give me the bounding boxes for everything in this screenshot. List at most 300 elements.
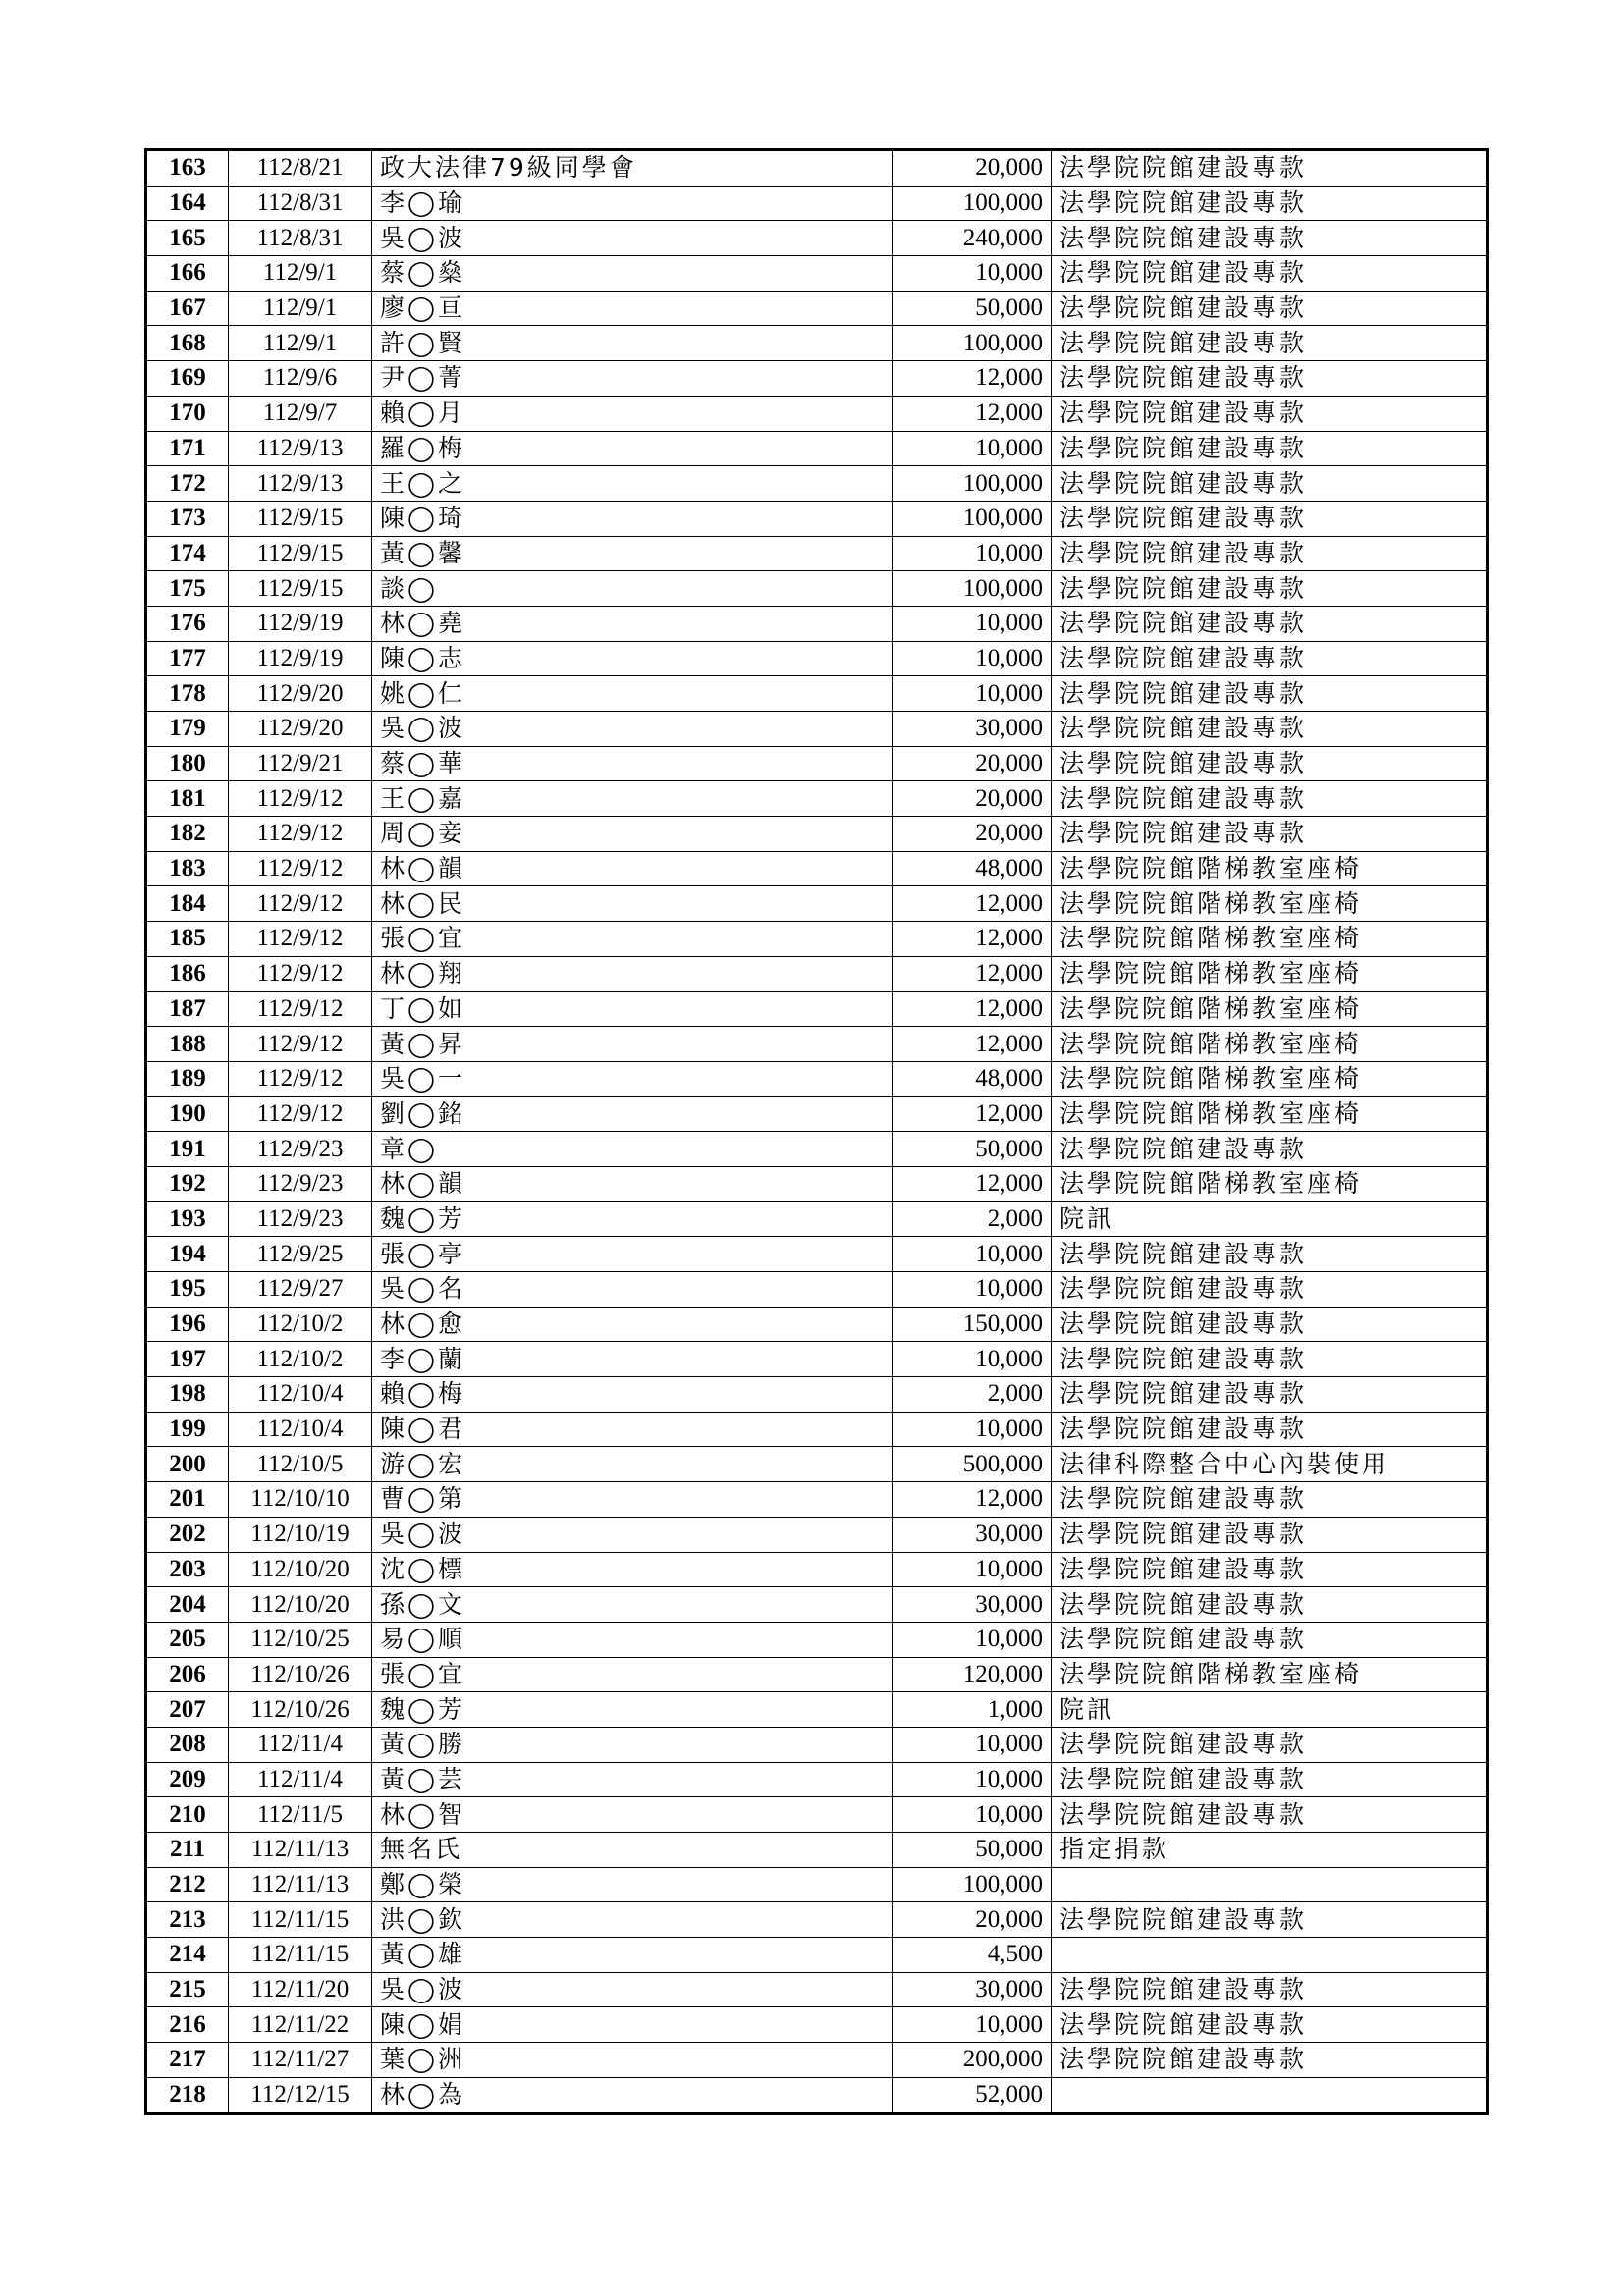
table-row — [146, 571, 1488, 607]
table-row — [146, 1307, 1488, 1342]
amount-cell: 20,000 — [893, 781, 1052, 817]
donor-name-cell: 陳◯琦 — [372, 501, 893, 536]
date-cell: 112/11/4 — [229, 1762, 372, 1797]
donor-name-cell: 蔡◯燊 — [372, 256, 893, 292]
table-row — [146, 501, 1488, 536]
purpose-cell: 法學院院館建設專款 — [1052, 781, 1488, 817]
purpose-cell: 法學院院館建設專款 — [1052, 1342, 1488, 1377]
table-row — [146, 1027, 1488, 1062]
table-row — [146, 606, 1488, 641]
donor-name-cell: 林◯韻 — [372, 1166, 893, 1201]
table-row — [146, 1552, 1488, 1587]
donor-name-cell: 黃◯馨 — [372, 536, 893, 571]
table-row — [146, 1902, 1488, 1938]
purpose-cell: 法學院院館階梯教室座椅 — [1052, 956, 1488, 991]
row-number-cell: 206 — [146, 1657, 229, 1692]
donor-name-cell: 劉◯銘 — [372, 1096, 893, 1132]
date-cell: 112/9/7 — [229, 396, 372, 431]
donation-table — [144, 148, 1489, 2115]
amount-cell: 200,000 — [893, 2043, 1052, 2078]
table-row — [146, 1447, 1488, 1482]
date-cell: 112/9/25 — [229, 1237, 372, 1272]
donor-name-cell: 黃◯雄 — [372, 1938, 893, 1973]
date-cell: 112/9/19 — [229, 641, 372, 676]
row-number-cell: 205 — [146, 1622, 229, 1657]
amount-cell: 50,000 — [893, 1132, 1052, 1167]
purpose-cell: 法學院院館建設專款 — [1052, 1902, 1488, 1938]
purpose-cell: 法學院院館階梯教室座椅 — [1052, 991, 1488, 1027]
amount-cell: 10,000 — [893, 1797, 1052, 1833]
purpose-cell: 法學院院館階梯教室座椅 — [1052, 886, 1488, 922]
amount-cell: 20,000 — [893, 1902, 1052, 1938]
table-body — [146, 150, 1488, 2114]
amount-cell: 12,000 — [893, 956, 1052, 991]
amount-cell: 48,000 — [893, 851, 1052, 886]
purpose-cell: 法學院院館建設專款 — [1052, 1972, 1488, 2007]
table-row — [146, 1762, 1488, 1797]
row-number-cell: 208 — [146, 1727, 229, 1762]
amount-cell: 30,000 — [893, 712, 1052, 747]
table-row — [146, 361, 1488, 397]
amount-cell: 20,000 — [893, 746, 1052, 781]
table-row — [146, 1166, 1488, 1201]
date-cell: 112/9/23 — [229, 1201, 372, 1237]
purpose-cell: 法學院院館建設專款 — [1052, 536, 1488, 571]
date-cell: 112/10/26 — [229, 1692, 372, 1728]
amount-cell: 12,000 — [893, 922, 1052, 957]
purpose-cell: 院訊 — [1052, 1692, 1488, 1728]
date-cell: 112/8/31 — [229, 186, 372, 221]
amount-cell: 30,000 — [893, 1972, 1052, 2007]
purpose-cell: 法學院院館建設專款 — [1052, 466, 1488, 502]
purpose-cell: 法學院院館建設專款 — [1052, 571, 1488, 607]
donor-name-cell: 林◯民 — [372, 886, 893, 922]
amount-cell: 10,000 — [893, 1727, 1052, 1762]
table-row — [146, 396, 1488, 431]
purpose-cell: 法學院院館階梯教室座椅 — [1052, 1061, 1488, 1096]
purpose-cell: 法學院院館建設專款 — [1052, 1132, 1488, 1167]
table-row — [146, 1692, 1488, 1728]
date-cell: 112/9/12 — [229, 817, 372, 852]
amount-cell: 10,000 — [893, 431, 1052, 466]
donor-name-cell: 李◯瑜 — [372, 186, 893, 221]
date-cell: 112/11/15 — [229, 1902, 372, 1938]
amount-cell: 12,000 — [893, 396, 1052, 431]
row-number-cell: 181 — [146, 781, 229, 817]
row-number-cell: 211 — [146, 1833, 229, 1868]
table-row — [146, 1657, 1488, 1692]
purpose-cell: 法學院院館建設專款 — [1052, 712, 1488, 747]
purpose-cell: 法學院院館建設專款 — [1052, 1237, 1488, 1272]
amount-cell: 100,000 — [893, 326, 1052, 361]
donor-name-cell: 張◯亭 — [372, 1237, 893, 1272]
date-cell: 112/10/19 — [229, 1517, 372, 1552]
table-row — [146, 536, 1488, 571]
table-row — [146, 1237, 1488, 1272]
row-number-cell: 163 — [146, 150, 229, 187]
table-row — [146, 922, 1488, 957]
amount-cell: 10,000 — [893, 1762, 1052, 1797]
date-cell: 112/11/15 — [229, 1938, 372, 1973]
purpose-cell: 指定捐款 — [1052, 1833, 1488, 1868]
donor-name-cell: 賴◯月 — [372, 396, 893, 431]
date-cell: 112/11/27 — [229, 2043, 372, 2078]
table-row — [146, 1833, 1488, 1868]
table-row — [146, 1482, 1488, 1518]
donor-name-cell: 魏◯芳 — [372, 1692, 893, 1728]
donor-name-cell: 游◯宏 — [372, 1447, 893, 1482]
purpose-cell: 法學院院館建設專款 — [1052, 1762, 1488, 1797]
donor-name-cell: 林◯為 — [372, 2077, 893, 2113]
purpose-cell: 法學院院館建設專款 — [1052, 256, 1488, 292]
amount-cell: 150,000 — [893, 1307, 1052, 1342]
date-cell: 112/9/15 — [229, 501, 372, 536]
amount-cell: 30,000 — [893, 1587, 1052, 1623]
row-number-cell: 175 — [146, 571, 229, 607]
amount-cell: 4,500 — [893, 1938, 1052, 1973]
amount-cell: 20,000 — [893, 150, 1052, 187]
date-cell: 112/10/10 — [229, 1482, 372, 1518]
table-row — [146, 1972, 1488, 2007]
purpose-cell: 法學院院館建設專款 — [1052, 1412, 1488, 1447]
date-cell: 112/9/27 — [229, 1272, 372, 1308]
row-number-cell: 167 — [146, 291, 229, 326]
purpose-cell: 法學院院館建設專款 — [1052, 1517, 1488, 1552]
amount-cell: 12,000 — [893, 1096, 1052, 1132]
row-number-cell: 186 — [146, 956, 229, 991]
purpose-cell: 法學院院館建設專款 — [1052, 150, 1488, 187]
date-cell: 112/9/12 — [229, 781, 372, 817]
amount-cell: 10,000 — [893, 1237, 1052, 1272]
date-cell: 112/12/15 — [229, 2077, 372, 2113]
table-row — [146, 1096, 1488, 1132]
purpose-cell: 法律科際整合中心內裝使用 — [1052, 1447, 1488, 1482]
donor-name-cell: 賴◯梅 — [372, 1377, 893, 1413]
date-cell: 112/9/23 — [229, 1132, 372, 1167]
amount-cell: 12,000 — [893, 886, 1052, 922]
date-cell: 112/8/31 — [229, 221, 372, 256]
table-row — [146, 991, 1488, 1027]
table-row — [146, 1342, 1488, 1377]
purpose-cell: 法學院院館建設專款 — [1052, 361, 1488, 397]
donor-name-cell: 吳◯名 — [372, 1272, 893, 1308]
amount-cell: 48,000 — [893, 1061, 1052, 1096]
donor-name-cell: 王◯嘉 — [372, 781, 893, 817]
row-number-cell: 165 — [146, 221, 229, 256]
row-number-cell: 189 — [146, 1061, 229, 1096]
purpose-cell: 法學院院館建設專款 — [1052, 1482, 1488, 1518]
row-number-cell: 210 — [146, 1797, 229, 1833]
amount-cell: 12,000 — [893, 361, 1052, 397]
date-cell: 112/9/13 — [229, 431, 372, 466]
row-number-cell: 194 — [146, 1237, 229, 1272]
row-number-cell: 169 — [146, 361, 229, 397]
donor-name-cell: 蔡◯華 — [372, 746, 893, 781]
date-cell: 112/8/21 — [229, 150, 372, 187]
table-row — [146, 150, 1488, 187]
row-number-cell: 204 — [146, 1587, 229, 1623]
donor-name-cell: 周◯妾 — [372, 817, 893, 852]
amount-cell: 120,000 — [893, 1657, 1052, 1692]
date-cell: 112/9/1 — [229, 326, 372, 361]
donor-name-cell: 孫◯文 — [372, 1587, 893, 1623]
table-row — [146, 1272, 1488, 1308]
table-row — [146, 1867, 1488, 1902]
donor-name-cell: 張◯宜 — [372, 922, 893, 957]
row-number-cell: 216 — [146, 2007, 229, 2043]
row-number-cell: 214 — [146, 1938, 229, 1973]
date-cell: 112/10/20 — [229, 1587, 372, 1623]
row-number-cell: 196 — [146, 1307, 229, 1342]
amount-cell: 12,000 — [893, 991, 1052, 1027]
donor-name-cell: 吳◯波 — [372, 1517, 893, 1552]
purpose-cell — [1052, 2077, 1488, 2113]
row-number-cell: 218 — [146, 2077, 229, 2113]
purpose-cell: 法學院院館建設專款 — [1052, 2007, 1488, 2043]
table-row — [146, 1797, 1488, 1833]
donor-name-cell: 林◯智 — [372, 1797, 893, 1833]
table-row — [146, 326, 1488, 361]
donor-name-cell: 王◯之 — [372, 466, 893, 502]
date-cell: 112/9/12 — [229, 956, 372, 991]
table-row — [146, 221, 1488, 256]
date-cell: 112/9/1 — [229, 291, 372, 326]
table-row — [146, 466, 1488, 502]
amount-cell: 10,000 — [893, 1412, 1052, 1447]
purpose-cell: 法學院院館建設專款 — [1052, 1377, 1488, 1413]
row-number-cell: 190 — [146, 1096, 229, 1132]
table-row — [146, 1517, 1488, 1552]
purpose-cell: 法學院院館建設專款 — [1052, 396, 1488, 431]
donor-name-cell: 葉◯洲 — [372, 2043, 893, 2078]
donor-name-cell: 鄭◯榮 — [372, 1867, 893, 1902]
table-row — [146, 1132, 1488, 1167]
amount-cell: 52,000 — [893, 2077, 1052, 2113]
date-cell: 112/9/15 — [229, 536, 372, 571]
table-row — [146, 2007, 1488, 2043]
date-cell: 112/10/4 — [229, 1377, 372, 1413]
row-number-cell: 171 — [146, 431, 229, 466]
date-cell: 112/9/12 — [229, 991, 372, 1027]
table-row — [146, 712, 1488, 747]
date-cell: 112/9/12 — [229, 851, 372, 886]
row-number-cell: 195 — [146, 1272, 229, 1308]
donor-name-cell: 洪◯欽 — [372, 1902, 893, 1938]
table-row — [146, 256, 1488, 292]
row-number-cell: 168 — [146, 326, 229, 361]
row-number-cell: 207 — [146, 1692, 229, 1728]
purpose-cell: 法學院院館建設專款 — [1052, 326, 1488, 361]
row-number-cell: 172 — [146, 466, 229, 502]
date-cell: 112/9/6 — [229, 361, 372, 397]
date-cell: 112/9/12 — [229, 1027, 372, 1062]
table-row — [146, 817, 1488, 852]
amount-cell: 10,000 — [893, 676, 1052, 712]
donor-name-cell: 陳◯君 — [372, 1412, 893, 1447]
row-number-cell: 187 — [146, 991, 229, 1027]
donor-name-cell: 魏◯芳 — [372, 1201, 893, 1237]
row-number-cell: 200 — [146, 1447, 229, 1482]
donor-name-cell: 黃◯芸 — [372, 1762, 893, 1797]
donor-name-cell: 林◯愈 — [372, 1307, 893, 1342]
amount-cell: 1,000 — [893, 1692, 1052, 1728]
row-number-cell: 180 — [146, 746, 229, 781]
row-number-cell: 213 — [146, 1902, 229, 1938]
amount-cell: 10,000 — [893, 641, 1052, 676]
donor-name-cell: 尹◯菁 — [372, 361, 893, 397]
purpose-cell: 法學院院館建設專款 — [1052, 1272, 1488, 1308]
table-row — [146, 851, 1488, 886]
donor-name-cell: 張◯宜 — [372, 1657, 893, 1692]
date-cell: 112/11/4 — [229, 1727, 372, 1762]
table-row — [146, 1061, 1488, 1096]
purpose-cell: 法學院院館建設專款 — [1052, 1622, 1488, 1657]
row-number-cell: 199 — [146, 1412, 229, 1447]
purpose-cell: 法學院院館建設專款 — [1052, 1797, 1488, 1833]
table-row — [146, 1587, 1488, 1623]
row-number-cell: 185 — [146, 922, 229, 957]
amount-cell: 12,000 — [893, 1166, 1052, 1201]
amount-cell: 2,000 — [893, 1377, 1052, 1413]
donor-name-cell: 陳◯志 — [372, 641, 893, 676]
purpose-cell: 法學院院館建設專款 — [1052, 186, 1488, 221]
date-cell: 112/11/22 — [229, 2007, 372, 2043]
amount-cell: 100,000 — [893, 1867, 1052, 1902]
table-row — [146, 291, 1488, 326]
table-row — [146, 746, 1488, 781]
date-cell: 112/9/12 — [229, 922, 372, 957]
donor-name-cell: 許◯賢 — [372, 326, 893, 361]
purpose-cell: 法學院院館建設專款 — [1052, 746, 1488, 781]
purpose-cell — [1052, 1867, 1488, 1902]
row-number-cell: 201 — [146, 1482, 229, 1518]
amount-cell: 100,000 — [893, 466, 1052, 502]
purpose-cell: 法學院院館階梯教室座椅 — [1052, 1657, 1488, 1692]
purpose-cell: 法學院院館建設專款 — [1052, 1552, 1488, 1587]
donor-name-cell: 林◯翔 — [372, 956, 893, 991]
row-number-cell: 170 — [146, 396, 229, 431]
row-number-cell: 176 — [146, 606, 229, 641]
row-number-cell: 197 — [146, 1342, 229, 1377]
purpose-cell — [1052, 1938, 1488, 1973]
date-cell: 112/9/1 — [229, 256, 372, 292]
donor-name-cell: 吳◯波 — [372, 221, 893, 256]
amount-cell: 50,000 — [893, 291, 1052, 326]
date-cell: 112/10/5 — [229, 1447, 372, 1482]
amount-cell: 2,000 — [893, 1201, 1052, 1237]
table-row — [146, 1938, 1488, 1973]
date-cell: 112/11/20 — [229, 1972, 372, 2007]
date-cell: 112/11/5 — [229, 1797, 372, 1833]
donor-name-cell: 丁◯如 — [372, 991, 893, 1027]
row-number-cell: 164 — [146, 186, 229, 221]
purpose-cell: 院訊 — [1052, 1201, 1488, 1237]
donor-name-cell: 無名氏 — [372, 1833, 893, 1868]
donor-name-cell: 黃◯昇 — [372, 1027, 893, 1062]
table-row — [146, 1727, 1488, 1762]
purpose-cell: 法學院院館建設專款 — [1052, 431, 1488, 466]
donor-name-cell: 林◯韻 — [372, 851, 893, 886]
purpose-cell: 法學院院館建設專款 — [1052, 1587, 1488, 1623]
row-number-cell: 191 — [146, 1132, 229, 1167]
row-number-cell: 184 — [146, 886, 229, 922]
donor-name-cell: 政大法律79級同學會 — [372, 150, 893, 187]
row-number-cell: 193 — [146, 1201, 229, 1237]
date-cell: 112/9/15 — [229, 571, 372, 607]
row-number-cell: 179 — [146, 712, 229, 747]
date-cell: 112/9/12 — [229, 1061, 372, 1096]
donor-name-cell: 曹◯第 — [372, 1482, 893, 1518]
date-cell: 112/10/2 — [229, 1307, 372, 1342]
purpose-cell: 法學院院館階梯教室座椅 — [1052, 1096, 1488, 1132]
date-cell: 112/9/20 — [229, 676, 372, 712]
table-row — [146, 781, 1488, 817]
purpose-cell: 法學院院館建設專款 — [1052, 817, 1488, 852]
date-cell: 112/10/20 — [229, 1552, 372, 1587]
donor-name-cell: 吳◯波 — [372, 712, 893, 747]
date-cell: 112/9/20 — [229, 712, 372, 747]
date-cell: 112/9/12 — [229, 886, 372, 922]
purpose-cell: 法學院院館階梯教室座椅 — [1052, 1166, 1488, 1201]
amount-cell: 10,000 — [893, 1342, 1052, 1377]
row-number-cell: 209 — [146, 1762, 229, 1797]
amount-cell: 240,000 — [893, 221, 1052, 256]
donor-name-cell: 吳◯一 — [372, 1061, 893, 1096]
purpose-cell: 法學院院館建設專款 — [1052, 221, 1488, 256]
amount-cell: 100,000 — [893, 501, 1052, 536]
amount-cell: 100,000 — [893, 186, 1052, 221]
donor-name-cell: 林◯堯 — [372, 606, 893, 641]
table-row — [146, 2043, 1488, 2078]
amount-cell: 20,000 — [893, 817, 1052, 852]
purpose-cell: 法學院院館建設專款 — [1052, 2043, 1488, 2078]
donor-name-cell: 黃◯勝 — [372, 1727, 893, 1762]
row-number-cell: 215 — [146, 1972, 229, 2007]
row-number-cell: 212 — [146, 1867, 229, 1902]
row-number-cell: 182 — [146, 817, 229, 852]
table-row — [146, 641, 1488, 676]
table-row — [146, 886, 1488, 922]
row-number-cell: 203 — [146, 1552, 229, 1587]
date-cell: 112/9/23 — [229, 1166, 372, 1201]
table-row — [146, 186, 1488, 221]
date-cell: 112/9/13 — [229, 466, 372, 502]
date-cell: 112/10/4 — [229, 1412, 372, 1447]
purpose-cell: 法學院院館階梯教室座椅 — [1052, 922, 1488, 957]
donor-name-cell: 章◯ — [372, 1132, 893, 1167]
purpose-cell: 法學院院館建設專款 — [1052, 1727, 1488, 1762]
purpose-cell: 法學院院館建設專款 — [1052, 641, 1488, 676]
row-number-cell: 177 — [146, 641, 229, 676]
amount-cell: 500,000 — [893, 1447, 1052, 1482]
donor-name-cell: 沈◯標 — [372, 1552, 893, 1587]
amount-cell: 12,000 — [893, 1027, 1052, 1062]
date-cell: 112/11/13 — [229, 1833, 372, 1868]
amount-cell: 10,000 — [893, 256, 1052, 292]
row-number-cell: 217 — [146, 2043, 229, 2078]
amount-cell: 12,000 — [893, 1482, 1052, 1518]
date-cell: 112/11/13 — [229, 1867, 372, 1902]
amount-cell: 10,000 — [893, 536, 1052, 571]
amount-cell: 10,000 — [893, 1622, 1052, 1657]
purpose-cell: 法學院院館建設專款 — [1052, 676, 1488, 712]
donor-name-cell: 姚◯仁 — [372, 676, 893, 712]
table-row — [146, 956, 1488, 991]
row-number-cell: 183 — [146, 851, 229, 886]
row-number-cell: 192 — [146, 1166, 229, 1201]
row-number-cell: 173 — [146, 501, 229, 536]
donor-name-cell: 李◯蘭 — [372, 1342, 893, 1377]
